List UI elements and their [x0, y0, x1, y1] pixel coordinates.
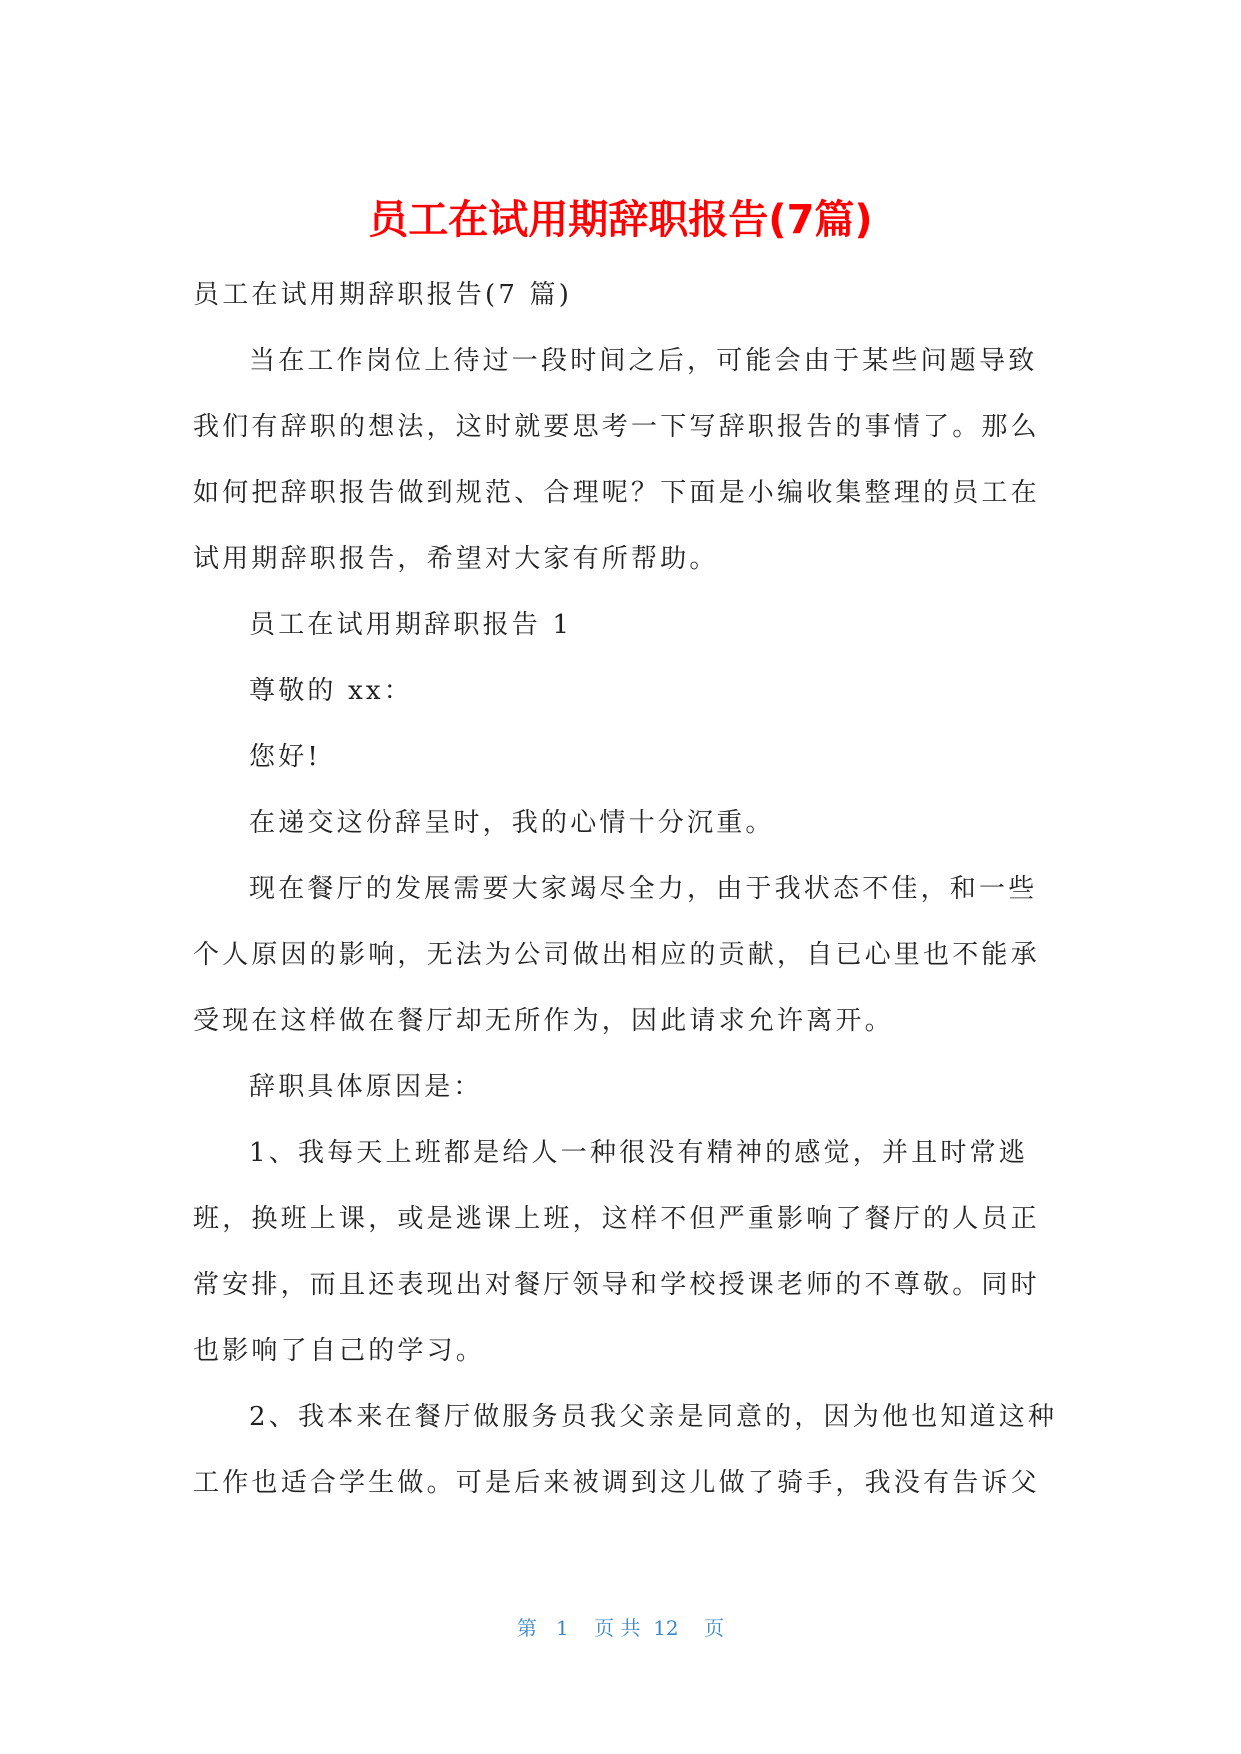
body-line: 我们有辞职的想法，这时就要思考一下写辞职报告的事情了。那么: [193, 412, 1040, 442]
body-line: 现在餐厅的发展需要大家竭尽全力，由于我状态不佳，和一些: [249, 874, 1038, 904]
body-line: 2、我本来在餐厅做服务员我父亲是同意的，因为他也知道这种: [249, 1402, 1058, 1432]
body-line: 您好!: [249, 742, 322, 772]
body-line: 当在工作岗位上待过一段时间之后，可能会由于某些问题导致: [249, 346, 1038, 376]
body-line: 个人原因的影响，无法为公司做出相应的贡献，自已心里也不能承: [193, 940, 1040, 970]
body-line: 员工在试用期辞职报告 1: [249, 610, 573, 640]
document-title: 员工在试用期辞职报告(7篇): [368, 197, 873, 243]
page-footer: 第 1 页 共 12 页: [516, 1616, 725, 1640]
body-line: 试用期辞职报告，希望对大家有所帮助。: [193, 544, 719, 574]
body-line: 受现在这样做在餐厅却无所作为，因此请求允许离开。: [193, 1006, 894, 1036]
body-line: 辞职具体原因是：: [249, 1072, 483, 1102]
body-line: 1、我每天上班都是给人一种很没有精神的感觉，并且时常逃: [249, 1138, 1028, 1168]
body-line: 员工在试用期辞职报告(7 篇): [193, 280, 573, 310]
body-line: 如何把辞职报告做到规范、合理呢？下面是小编收集整理的员工在: [193, 478, 1040, 508]
body-line: 班，换班上课，或是逃课上班，这样不但严重影响了餐厅的人员正: [193, 1204, 1040, 1234]
body-line: 尊敬的 xx：: [249, 676, 413, 706]
body-line: 在递交这份辞呈时，我的心情十分沉重。: [249, 808, 775, 838]
document-body: [193, 262, 1063, 1516]
body-line: 也影响了自己的学习。: [193, 1336, 486, 1366]
body-line: 工作也适合学生做。可是后来被调到这儿做了骑手，我没有告诉父: [193, 1468, 1040, 1498]
body-line: 常安排，而且还表现出对餐厅领导和学校授课老师的不尊敬。同时: [193, 1270, 1040, 1300]
